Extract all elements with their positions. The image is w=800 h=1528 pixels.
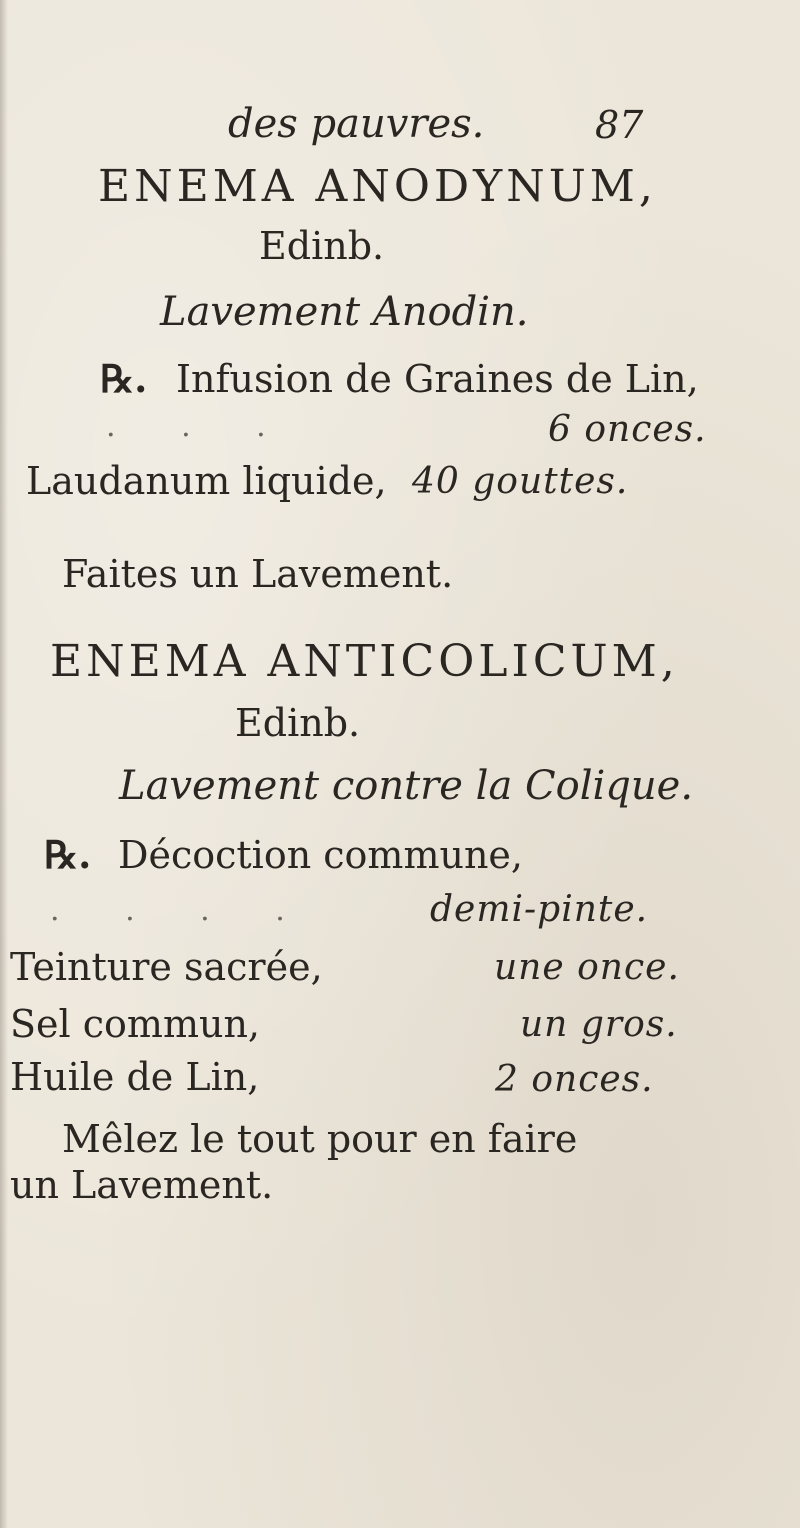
recipe1-leader-dots: . . . — [106, 409, 294, 444]
recipe2-ingredient1: Décoction commune, — [118, 833, 523, 877]
recipe2-ingredient2: Teinture sacrée, — [10, 945, 323, 989]
recipe2-translation: Lavement contre la Colique. — [119, 763, 694, 809]
recipe2-ingredient1-qty: demi-pinte. — [430, 889, 649, 930]
recipe2-city: Edinb. — [235, 701, 361, 745]
recipe1-ingredient1-qty: 6 onces. — [548, 409, 707, 450]
recipe2-directions-line1: Mêlez le tout pour en faire — [62, 1117, 578, 1161]
recipe2-ingredient3: Sel commun, — [10, 1002, 261, 1046]
recipe2-ingredient4: Huile de Lin, — [10, 1055, 260, 1099]
recipe1-city: Edinb. — [259, 224, 385, 268]
recipe2-ingredient3-qty: un gros. — [520, 1004, 678, 1045]
recipe1-directions: Faites un Lavement. — [62, 552, 454, 596]
recipe2-title: ENEMA ANTICOLICUM, — [50, 636, 679, 687]
recipe1-title: ENEMA ANODYNUM, — [98, 161, 657, 212]
recipe2-directions-line2: un Lavement. — [10, 1163, 274, 1207]
recipe2-leader-dots: . . . . — [50, 893, 313, 928]
recipe2-ingredient2-qty: une once. — [494, 947, 680, 988]
running-head: des pauvres. — [228, 101, 485, 147]
recipe1-rx-symbol: ℞. — [100, 356, 148, 401]
recipe1-ingredient2-qty: 40 gouttes. — [412, 461, 629, 502]
page-gutter-shadow — [0, 0, 8, 1528]
recipe1-ingredient2: Laudanum liquide, — [26, 459, 387, 503]
recipe2-rx-symbol: ℞. — [44, 832, 92, 877]
recipe1-translation: Lavement Anodin. — [160, 289, 529, 335]
recipe2-ingredient4-qty: 2 onces. — [495, 1059, 654, 1100]
recipe1-ingredient1: Infusion de Graines de Lin, — [176, 357, 699, 401]
page-number: 87 — [595, 103, 644, 147]
